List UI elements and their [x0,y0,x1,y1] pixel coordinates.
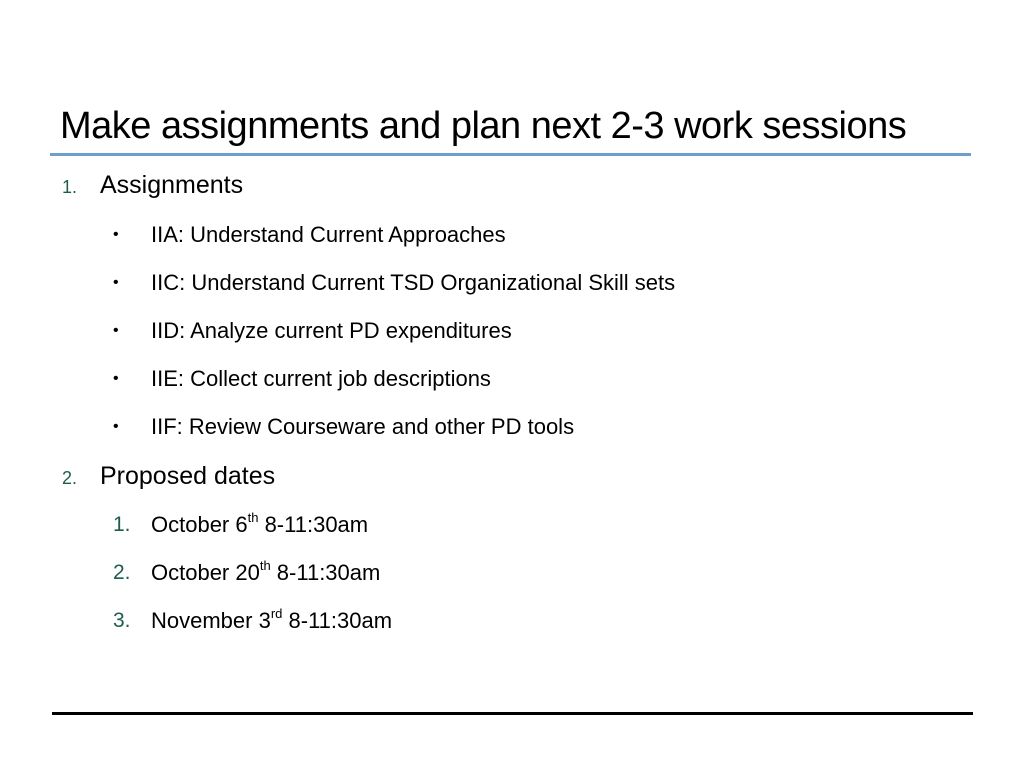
date-text [151,605,393,634]
list-item [113,270,813,296]
date-label: October 20 [151,560,260,585]
bullet-icon: • [113,226,119,243]
date-time: 8-11:30am [258,512,369,537]
date-time: 8-11:30am [270,560,381,585]
list-item [113,414,813,440]
title-underline [50,153,971,156]
assignment-text: IID: Analyze current PD expenditures [151,318,512,343]
date-item [113,605,613,634]
date-label: November 3 [151,608,271,633]
date-number: 2. [113,561,131,584]
date-item [113,509,613,538]
list-item [113,366,813,392]
assignment-text: IIC: Understand Current TSD Organizational Skill sets [151,270,676,295]
section-label: Proposed dates [100,462,276,490]
date-text [151,557,381,586]
date-suffix: th [259,557,271,573]
assignment-text: IIA: Understand Current Approaches [151,222,506,247]
date-label: October 6 [151,512,248,537]
date-suffix: rd [270,605,283,621]
list-item [113,222,813,248]
date-number: 3. [113,609,131,632]
section-label: Assignments [100,171,244,199]
bullet-icon: • [113,274,119,291]
bullet-icon: • [113,418,119,435]
assignment-text: IIE: Collect current job descriptions [151,366,491,391]
assignment-text: IIF: Review Courseware and other PD tools [151,414,575,439]
footer-divider [52,712,973,715]
date-suffix: th [247,509,259,525]
section-number: 1. [62,177,78,197]
date-text [151,509,369,538]
list-item [113,318,813,344]
bullet-icon: • [113,322,119,339]
date-item [113,557,613,586]
bullet-icon: • [113,370,119,387]
section-assignments [62,170,462,200]
date-time: 8-11:30am [282,608,393,633]
slide-title: Make assignments and plan next 2-3 work sessions [60,105,907,147]
section-number: 2. [62,468,78,488]
section-proposed-dates [62,461,462,491]
date-number: 1. [113,513,131,536]
